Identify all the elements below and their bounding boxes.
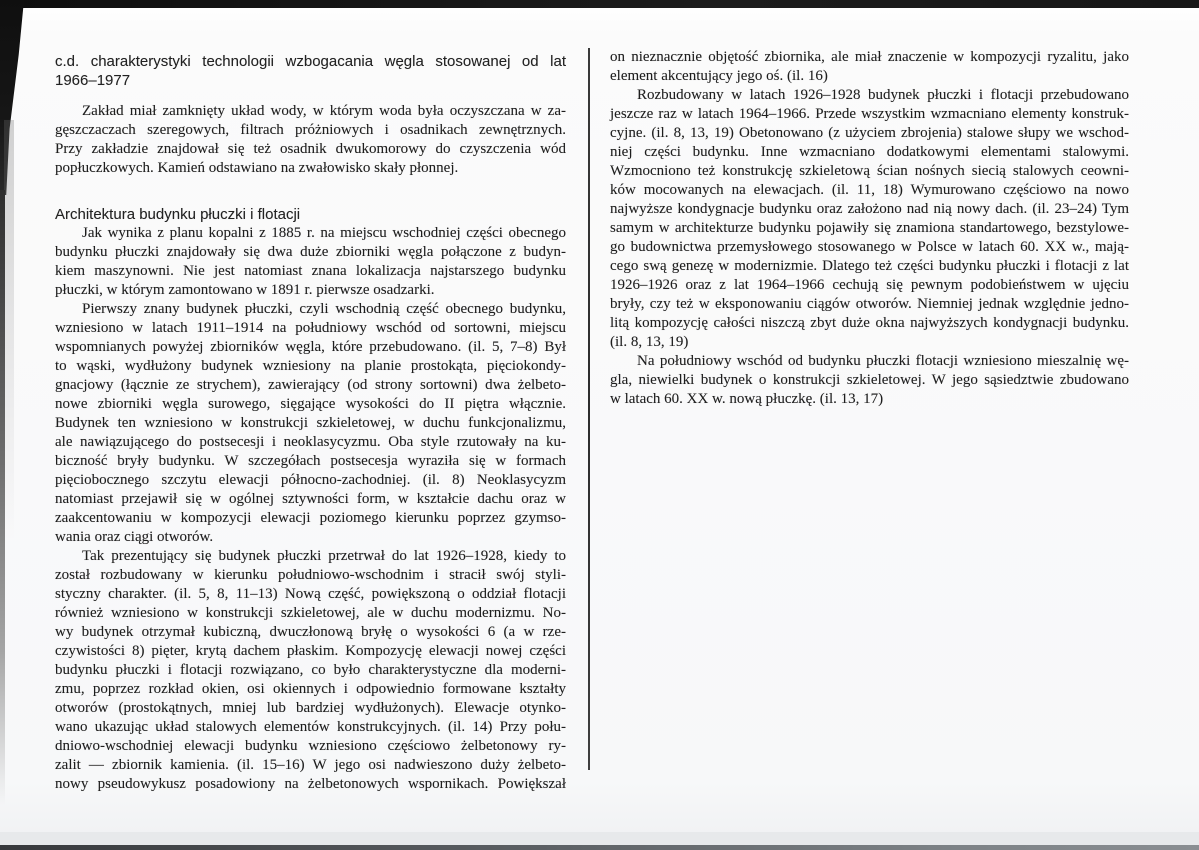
text-line: został rozbudowany w kierunku południowo-wschodnim i stracił swój styli- xyxy=(55,567,566,583)
scan-edge-bottom xyxy=(0,845,1199,850)
text-line: litą kompozycję całości niszczą zbyt duże okna najwyższych kondygnacji budynku. xyxy=(610,315,1129,331)
text-line: jeszcze raz w latach 1964–1966. Przede wszystkim wzmacniano elementy konstruk- xyxy=(610,106,1129,122)
text-column-left xyxy=(55,52,566,794)
text-line: Jak wynika z planu kopalni z 1885 r. na miejscu wschodniej części obecnego xyxy=(82,225,566,241)
text-line: Pierwszy znany budynek płuczki, czyli wschodnią część obecnego budynku, xyxy=(82,301,566,317)
text-line: wania oraz ciągi otworów. xyxy=(55,529,214,545)
text-line: to wąski, wydłużony budynek wzniesiony na planie prostokąta, pięciokondy- xyxy=(55,358,566,374)
text-line: otworów (prostokątnych, mniej lub bardziej wydłużonych). Elewacje otynko- xyxy=(55,700,566,716)
para-block xyxy=(610,48,1129,86)
text-line: popłuczkowych. Kamień odstawiano na zwałowisko skały płonnej. xyxy=(55,160,459,176)
text-line: wano ukazując układ stalowych elementów konstrukcyjnych. (il. 14) Przy połu- xyxy=(55,719,566,735)
text-line: czywistości 8) pięter, krytą dachem płaskim. Kompozycję elewacji nowej części xyxy=(55,643,566,659)
text-line: kiem maszynowni. Nie jest natomiast znana lokalizacja najstarszego budynku xyxy=(55,263,566,279)
text-line: Zakład miał zamknięty układ wody, w którym woda była oczyszczana w za- xyxy=(82,103,566,119)
para-block xyxy=(55,102,566,178)
text-line: niej części budynku. Inne wzmacniano dodatkowymi elementami stalowymi. xyxy=(610,144,1129,160)
text-line: ków mocowanych na elewacjach. (il. 11, 18) Wymurowano częściowo na nowo xyxy=(610,182,1129,198)
text-line: Przy zakładzie znajdował się też osadnik dwukomorowy do czyszczenia wód xyxy=(55,141,566,157)
column-divider-rule xyxy=(588,48,590,770)
text-line: wzniesiono w latach 1911–1914 na południowy wschód od sortowni, miejscu xyxy=(55,320,566,336)
text-line: wy budynek otrzymał kubiczną, dwuczłonową bryłę o wysokości 6 (a w rze- xyxy=(55,624,566,640)
text-line: nowe zbiorniki węgla surowego, sięgające wysokości do II piętra włącznie. xyxy=(55,396,566,412)
text-line: bryły, czy też w eksponowaniu ciągów otworów. Niemniej jednak względnie jedno- xyxy=(610,296,1129,312)
text-line: (il. 8, 13, 19) xyxy=(610,334,689,350)
subheading-block xyxy=(55,205,566,224)
text-line: wspomnianych powyżej zbiorników węgla, które przebudowano. (il. 5, 7–8) Był xyxy=(55,339,566,355)
text-line: samym w architekturze budynku pojawiły się znamiona standartowego, bezstylowe- xyxy=(610,220,1129,236)
text-line: zalit — zbiornik kamienia. (il. 15–16) W jego osi nadwieszono duży żelbeto- xyxy=(55,757,566,773)
para-block xyxy=(610,352,1129,409)
text-line: Wzmocniono też konstrukcję szkieletową ścian nośnych siecią stalowych ceowni- xyxy=(610,163,1129,179)
text-line: styczny charakter. (il. 5, 8, 11–13) Nową część, powiększoną o oddział flotacji xyxy=(55,586,566,602)
scan-edge-left xyxy=(0,190,5,805)
text-line: natomiast przejawił się w ogólnej sztywności form, w kształcie dachu oraz w xyxy=(55,491,566,507)
scan-edge-bottom-band xyxy=(0,832,1199,845)
text-line: cego swą genezę w modernizmie. Dlatego też części budynku płuczki i flotacji z lat xyxy=(610,258,1129,274)
text-line: gnacjowy (łącznie ze strychem), zawierający (od strony sortowni) dwa żelbeto- xyxy=(55,377,566,393)
text-line: go budownictwa przemysłowego stosowanego w Polsce w latach 60. XX w., mają- xyxy=(610,239,1129,255)
text-line: Rozbudowany w latach 1926–1928 budynek płuczki i flotacji przebudowano xyxy=(637,87,1129,103)
text-line: pięciobocznego szczytu elewacji północno-zachodniej. (il. 8) Neoklasycyzm xyxy=(55,472,566,488)
text-line: zmu, poprzez rozkład okien, osi okiennych i odpowiednio formowane kształty xyxy=(55,681,566,697)
text-line: Na południowy wschód od budynku płuczki flotacji wzniesiono mieszalnię wę- xyxy=(637,353,1129,369)
text-line: najwyższe kondygnacje budynku oraz założono nad nią nowy dach. (il. 23–24) Tym xyxy=(610,201,1129,217)
heading-block xyxy=(55,52,566,90)
text-line: Budynek ten wzniesiono w konstrukcji szkieletowej, w duchu funkcjonalizmu, xyxy=(55,415,566,431)
text-line: ale nawiązującego do postsecesji i neoklasycyzmu. Oba style rzutowały na ku- xyxy=(55,434,566,450)
text-line: cyjne. (il. 8, 13, 19) Obetonowano (z użyciem zbrojenia) stalowe słupy we wschod- xyxy=(610,125,1129,141)
text-line: budynku płuczki i flotacji rozwiązano, co było charakterystyczne dla moderni- xyxy=(55,662,566,678)
para-block xyxy=(55,547,566,794)
text-line: również wzniesiono w konstrukcji szkieletowej, ale w duchu modernizmu. No- xyxy=(55,605,566,621)
text-line: biczność bryły budynku. W szczegółach postsecesja wyraziła się w formach xyxy=(55,453,566,469)
text-line: Architektura budynku płuczki i flotacji xyxy=(55,206,301,223)
text-line: c.d. charakterystyki technologii wzbogacania węgla stosowanej od lat xyxy=(55,53,566,70)
text-line: element akcentujący jego oś. (il. 16) xyxy=(610,68,828,84)
text-line: dniowo-wschodniej elewacji budynku wzniesiono częściowo żelbetonowy ry- xyxy=(55,738,566,754)
text-line: płuczki, w którym zamontowano w 1891 r. pierwsze osadzarki. xyxy=(55,282,435,298)
para-block xyxy=(55,300,566,547)
text-line: budynku płuczki znajdowały się dwa duże zbiorniki węgla połączone z budyn- xyxy=(55,244,566,260)
scan-edge-top xyxy=(0,0,1199,8)
text-line: 1966–1977 xyxy=(55,72,131,89)
text-line: on nieznacznie objętość zbiornika, ale miał znaczenie w kompozycji ryzalitu, jako xyxy=(610,49,1129,65)
text-line: w latach 60. XX w. nową płuczkę. (il. 13, 17) xyxy=(610,391,884,407)
text-line: zaakcentowaniu w kompozycji elewacji poziomego kierunku poprzez gzymso- xyxy=(55,510,566,526)
text-line: Tak prezentujący się budynek płuczki przetrwał do lat 1926–1928, kiedy to xyxy=(82,548,566,564)
text-column-right xyxy=(610,48,1129,409)
text-line: 1926–1926 oraz z lat 1964–1966 cechują się pewnym podobieństwem w ujęciu xyxy=(610,277,1129,293)
text-line: nowy pseudowykusz posadowiony na żelbetonowych wspornikach. Powiększał xyxy=(55,776,566,792)
text-line: gla, niewielki budynek o konstrukcji szkieletowej. W jego sąsiedztwie zbudowano xyxy=(610,372,1129,388)
scan-edge-left-haze xyxy=(4,120,14,540)
para-block xyxy=(610,86,1129,352)
para-block xyxy=(55,224,566,300)
text-line: gęszczaczach szeregowych, filtrach próżniowych i osadnikach zewnętrznych. xyxy=(55,122,566,138)
